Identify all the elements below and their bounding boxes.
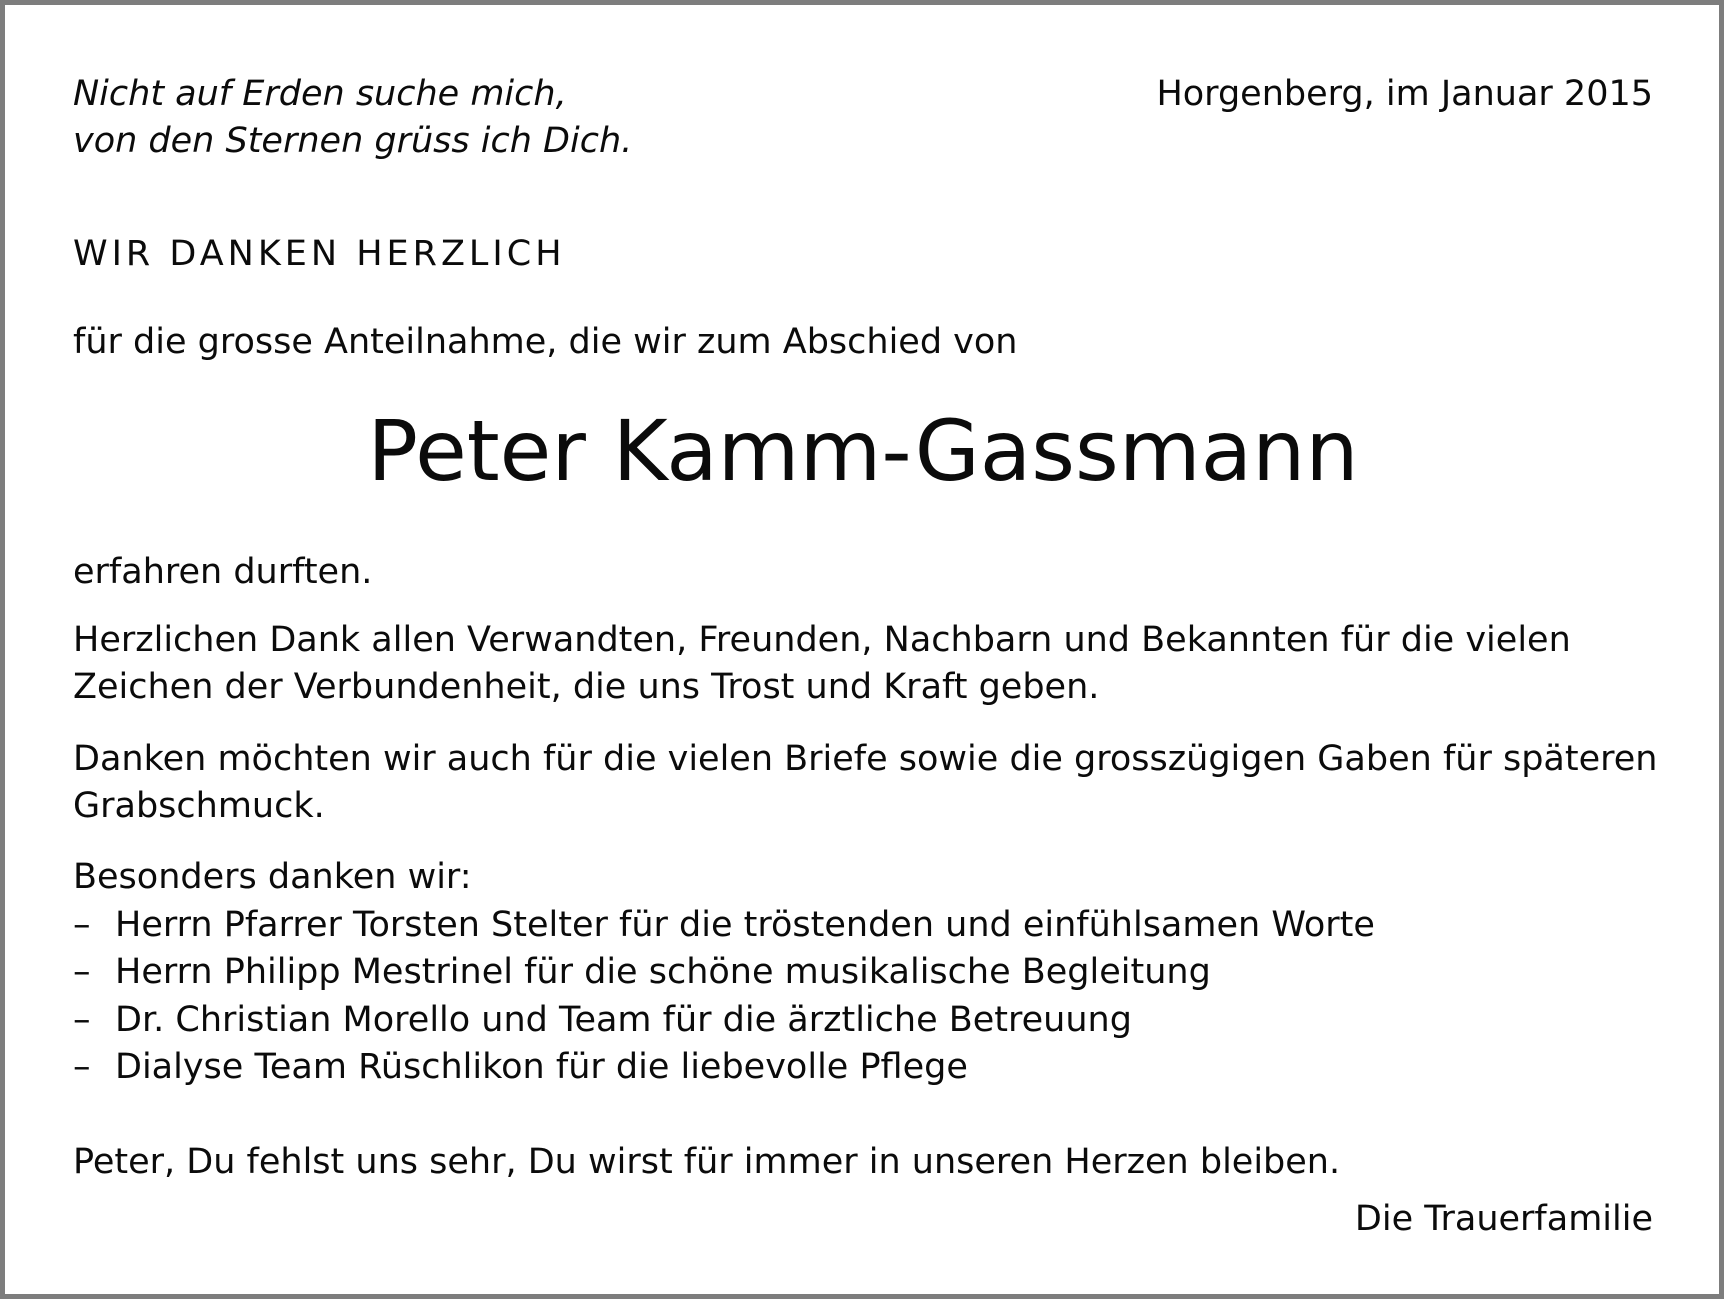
- list-item-text: Herrn Pfarrer Torsten Stelter für die tröstenden und einfühlsamen Worte: [115, 904, 1375, 945]
- motto-verse: [73, 71, 632, 165]
- intro-text: für die grosse Anteilnahme, die wir zum Abschied von: [73, 322, 1018, 362]
- paragraph-gifts-line-1: Danken möchten wir auch für die vielen Briefe sowie die grosszügigen Gaben für späteren: [73, 739, 1658, 779]
- paragraph-thanks-line-2: Zeichen der Verbundenheit, die uns Trost und Kraft geben.: [73, 667, 1100, 707]
- notice-content: [73, 61, 1658, 1254]
- list-dash: –: [73, 999, 91, 1040]
- after-name-text: erfahren durften.: [73, 552, 373, 592]
- motto-line-2: von den Sternen grüss ich Dich.: [73, 121, 633, 161]
- list-item-text: Dr. Christian Morello und Team für die ärztliche Betreuung: [115, 999, 1132, 1040]
- special-thanks-title: Besonders danken wir:: [73, 857, 472, 897]
- list-item: [73, 949, 1653, 997]
- special-thanks: [73, 854, 1653, 1092]
- list-dash: –: [73, 1047, 91, 1087]
- motto-line-1: Nicht auf Erden suche mich,: [73, 74, 567, 114]
- signature: Die Trauerfamilie: [1354, 1199, 1653, 1239]
- list-item: [73, 902, 1653, 950]
- list-dash: –: [73, 952, 91, 992]
- paragraph-gifts: [73, 736, 1658, 830]
- paragraph-thanks-line-1: Herzlichen Dank allen Verwandten, Freunden, Nachbarn und Bekannten für die vielen: [73, 620, 1571, 660]
- list-item-text: Herrn Philipp Mestrinel für die schöne musikalische Begleitung: [115, 952, 1211, 992]
- list-item-text: Dialyse Team Rüschlikon für die liebevolle Pflege: [115, 1047, 968, 1087]
- heading: WIR DANKEN HERZLICH: [73, 234, 566, 274]
- deceased-name: Peter Kamm-Gassmann: [367, 402, 1359, 500]
- place-date: Horgenberg, im Januar 2015: [1156, 74, 1653, 114]
- paragraph-gifts-line-2: Grabschmuck.: [73, 786, 325, 826]
- closing-line: Peter, Du fehlst uns sehr, Du wirst für immer in unseren Herzen bleiben.: [73, 1142, 1341, 1182]
- list-dash: –: [73, 904, 91, 945]
- paragraph-thanks: [73, 617, 1653, 711]
- list-item: [73, 997, 1653, 1045]
- list-item: [73, 1044, 1653, 1092]
